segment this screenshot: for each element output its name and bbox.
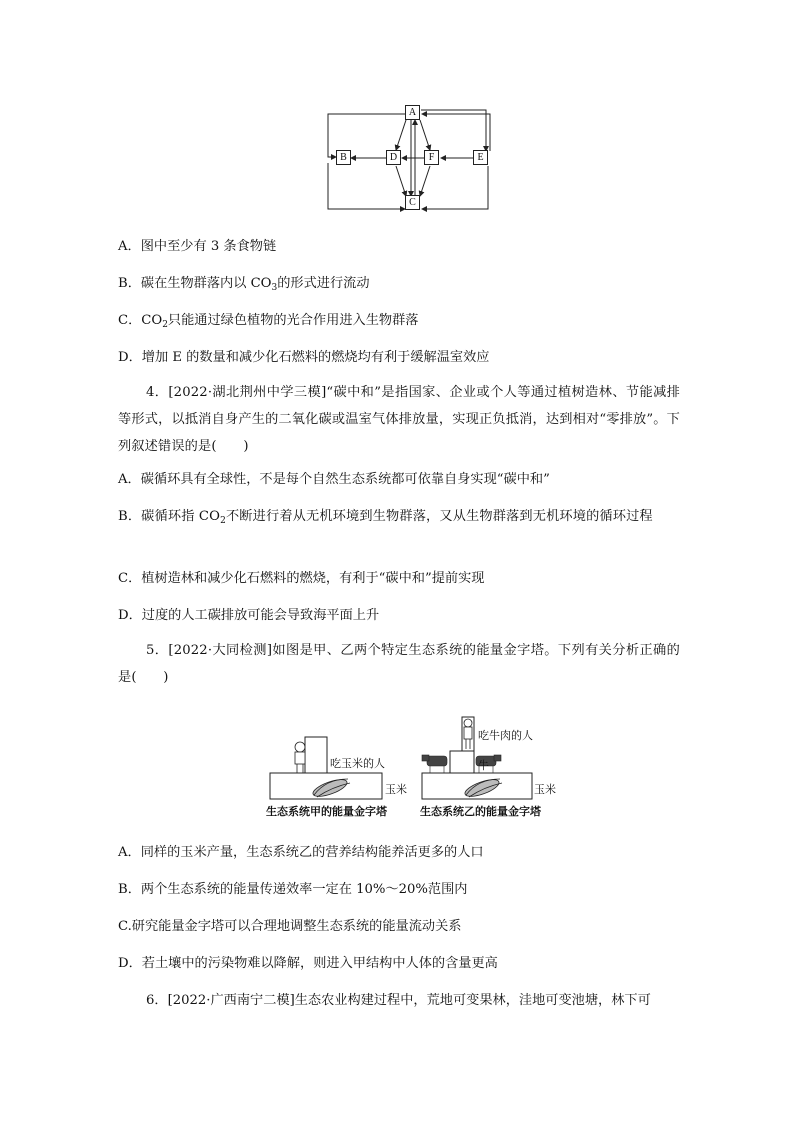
carbon-cycle-diagram: [326, 100, 496, 215]
q4-option-d: D．过度的人工碳排放可能会导致海平面上升: [118, 608, 380, 623]
jia-caption: 生态系统甲的能量金字塔: [266, 805, 387, 818]
q3-option-d: D．增加 E 的数量和减少化石燃料的燃烧均有利于缓解温室效应: [118, 350, 490, 365]
yi-cow-block: [450, 751, 474, 773]
node-c: C: [405, 195, 420, 210]
node-f: F: [424, 150, 439, 165]
jia-person-label: 吃玉米的人: [330, 757, 385, 770]
yi-person-label: 吃牛肉的人: [478, 729, 533, 742]
q5-option-b: B．两个生态系统的能量传递效率一定在 10%～20%范围内: [118, 882, 468, 897]
q5-option-a: A．同样的玉米产量，生态系统乙的营养结构能养活更多的人口: [118, 845, 484, 860]
cow-icon: [422, 755, 447, 773]
node-a: A: [405, 105, 420, 120]
energy-pyramids-figure: [262, 713, 562, 818]
q4-option-c: C．植树造林和减少化石燃料的燃烧，有利于“碳中和”提前实现: [118, 571, 485, 586]
person-icon: [295, 742, 305, 773]
q4-option-a: A．碳循环具有全球性，不是每个自然生态系统都可依靠自身实现“碳中和”: [118, 472, 550, 487]
node-e: E: [473, 150, 488, 165]
q4-stem: 4．[2022·湖北荆州中学三模]“碳中和”是指国家、企业或个人等通过植树造林、节能减排等形式，以抵消自身产生的二氧化碳或温室气体排放量，实现正负抵消，达到相对“零排放”。下列叙述错误的是( ): [118, 385, 680, 454]
q6-stem: 6．[2022·广西南宁二模]生态农业构建过程中，荒地可变果林，洼地可变池塘，林下可: [146, 993, 651, 1008]
node-d: D: [386, 150, 401, 165]
yi-cow-label: 牛: [478, 759, 489, 772]
yi-caption: 生态系统乙的能量金字塔: [420, 805, 541, 818]
jia-corn-label: 玉米: [385, 783, 407, 796]
jia-person-block: [305, 737, 327, 773]
yi-corn-label: 玉米: [534, 783, 556, 796]
q3-option-a: A．图中至少有 3 条食物链: [118, 239, 277, 254]
q3-option-c: C．$CO_2$只能通过绿色植物的光合作用进入生物群落: [118, 313, 419, 330]
q4-option-b: B．碳循环指 $CO_2$不断进行着从无机环境到生物群落，又从生物群落到无机环境的循环过程: [118, 509, 653, 526]
q5-stem: 5．[2022·大同检测]如图是甲、乙两个特定生态系统的能量金字塔。下列有关分析正确的是( ): [118, 643, 680, 685]
q5-option-d: D．若土壤中的污染物难以降解，则进入甲结构中人体的含量更高: [118, 956, 498, 971]
q3-option-b: B．碳在生物群落内以 $CO_3$的形式进行流动: [118, 276, 370, 293]
node-b: B: [336, 150, 351, 165]
q5-option-c: C.研究能量金字塔可以合理地调整生态系统的能量流动关系: [118, 919, 462, 934]
